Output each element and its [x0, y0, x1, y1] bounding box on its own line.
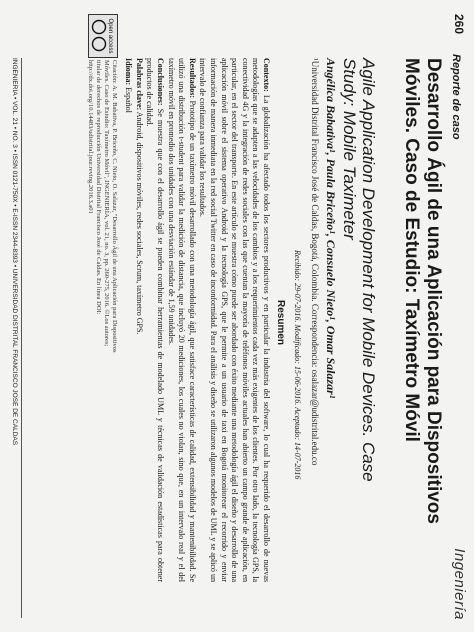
author-affiliation: ¹Universidad Distrital Francisco José de Caldas, Bogotá, Colombia. Correspondencia: osalazar@udistrital.edu.co — [310, 58, 320, 466]
article-title: Desarrollo Ágil de una Aplicación para Dispositivos Móviles. Caso de Estudio: Taxímetro Móvil — [401, 58, 444, 524]
abstract-body — [123, 58, 271, 582]
abstract-results — [165, 58, 197, 582]
footer-divider — [21, 58, 22, 618]
abstract-language — [123, 58, 134, 582]
creative-commons-badge-icon — [88, 14, 118, 58]
section-label: Reporte de caso — [450, 54, 462, 140]
journal-footer: INGENIERÍA • VOL. 21 • NO. 3 • ISSN 0121-750X • E-ISSN 2344-8393 • UNIVERSIDAD DISTRITAL FRANCISCO JOSÉ DE CALDAS — [11, 58, 18, 446]
context-text: La globalización ha afectado todos los sectores productivos y en particular la industria del software, lo cual ha requerido el desarrollo de nuevas metodologías que se adapten a las velocidades de los cambios y a los requerimientos cada vez más exigentes de los clientes. Por otro lado, la tecnología GPS, la conectividad 4G y la integración de redes sociales con las que cuentan la mayoría de teléfonos móviles actuales han abierto un campo grande de aplicación, en particular, en el sector del transporte. En este artículo se muestra cómo puede ser abordado con éxito mediante una metodología ágil el diseño y desarrollo de una aplicación móvil sobre el sistema operativo Android y la tecnología GPS, que le permite a un usuario de taxi en Bogotá monitorear el recorrido y enviar información de manera inmediata en la red social Twitter en caso de inconformidad. Para el análisis y diseño se utilizaron algunos modelos de UML y se aplicó un intervalo de confianza para validar los resultados. — [198, 58, 271, 582]
abstract-context — [197, 58, 271, 582]
results-label: Resultados: — [187, 58, 197, 99]
language-text: Español — [124, 87, 134, 113]
page-number: 260 — [452, 14, 466, 35]
author-list: Angélica Babativa¹, Paula Briceño¹, Consuelo Nieto¹, Omar Salazar¹ — [324, 58, 338, 399]
abstract-conclusions — [144, 58, 165, 582]
article-title-english: Agile Application Development for Mobile Devices. Case Study: Mobile Taximeter — [340, 58, 378, 482]
abstract-keywords — [133, 58, 144, 582]
open-access-text: Open access — [107, 18, 113, 54]
keywords-label: Palabras clave: — [134, 58, 144, 111]
language-label: Idioma: — [124, 58, 134, 86]
keywords-text: Android, dispositivos móviles, redes sociales, Scrum, taxímetro GPS. — [134, 111, 144, 335]
conclusions-text: Se muestra que con el desarrollo ágil se pueden combinar herramientas de modelado UML y técnicas de validación estadísticas para obtener productos de calidad. — [145, 58, 166, 582]
citation-text: Citación: A. M. Babativa, P. Briceño, C. Nieto, O. Salazar, "Desarrollo Ágil de una Aplicación para Dispositivos Móviles. Caso de Estudio: Taxímetro Móvil", INGENIERÍA, vol. 21, no. 3, pp. 260-275, 2016. ©Los autores; titular de derechos de reproducción Universidad Distrital Francisco José de Caldas. En línea DOI: http://dx.doi.org/10.14483/udistrital.jour.reving.2016.3.a01 — [87, 60, 118, 353]
conclusions-label: Conclusiones: — [156, 58, 166, 106]
journal-logo: Ingeniería — [451, 548, 468, 620]
abstract-heading: Resumen — [275, 300, 286, 346]
received-dates: Recibido: 29-07-2016. Modificado: 15-06-2016. Aceptado: 14-07-2016 — [293, 250, 302, 480]
context-label: Contexto: — [262, 58, 271, 92]
results-text: Prototipo de un taxímetro móvil desarrollado con una metodología ágil, que satisface características de calidad, extensibilidad y mantenibilidad. Se utilizó una distribución t-student para validar la medición de distancia, que incluyó 20 mediciones, los cuales no violan, sino que, en un intervalo real y el del taxímetro móvil en promedio dos unidades con una desviación estándar de 1,59 unidades. — [166, 58, 197, 582]
